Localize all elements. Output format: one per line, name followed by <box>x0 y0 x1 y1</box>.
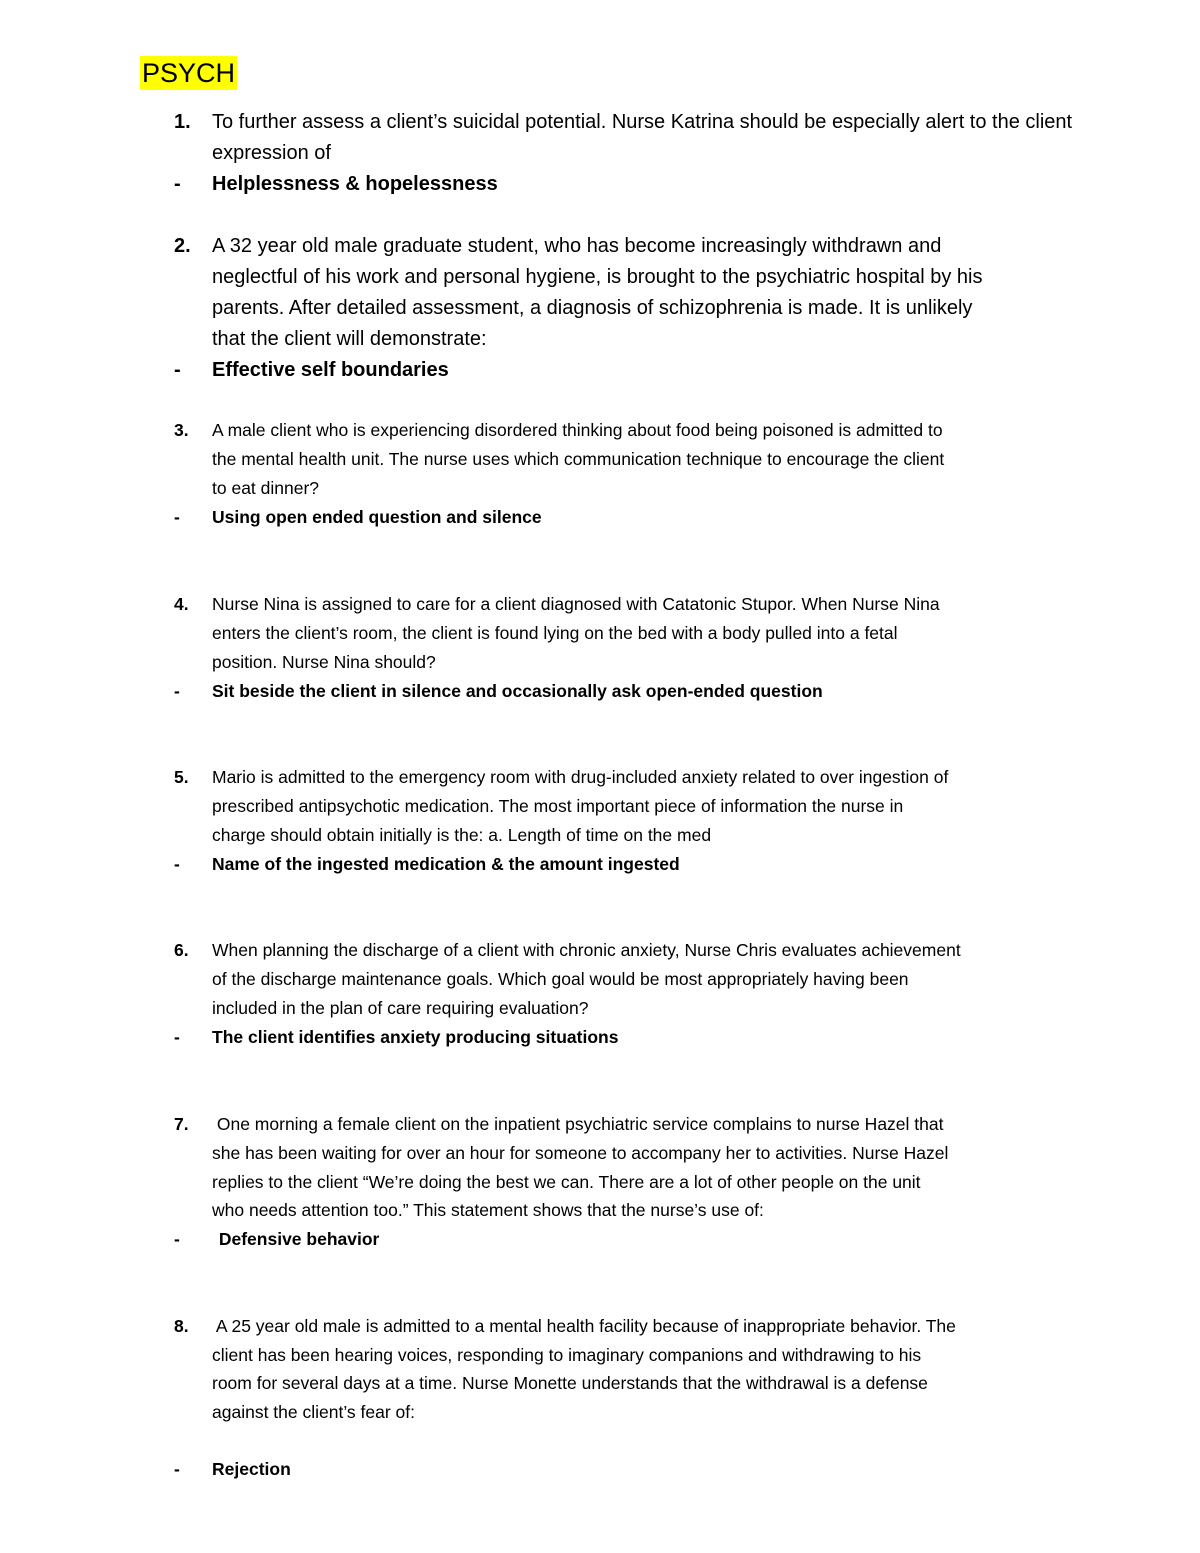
answer-text: Sit beside the client in silence and occasionally ask open-ended question <box>212 681 823 701</box>
question-number: 3. <box>174 420 189 440</box>
answer-text: Helplessness & hopelessness <box>212 173 498 195</box>
question-number: 2. <box>174 235 191 257</box>
question-line: enters the client’s room, the client is found lying on the bed with a body pulled into a fetal <box>212 623 898 643</box>
question-line: client has been hearing voices, responding to imaginary companions and withdrawing to his <box>212 1345 922 1365</box>
answer-dash: - <box>174 359 181 381</box>
answer-dash: - <box>174 507 180 527</box>
answer-text: Name of the ingested medication & the amount ingested <box>212 854 680 874</box>
answer-text: The client identifies anxiety producing situations <box>212 1027 619 1047</box>
question-line: that the client will demonstrate: <box>212 328 487 350</box>
answer-text: Effective self boundaries <box>212 359 449 381</box>
question-line: A 25 year old male is admitted to a mental health facility because of inappropriate behavior. The <box>212 1316 956 1336</box>
answer-text: Rejection <box>212 1459 291 1479</box>
question-line: of the discharge maintenance goals. Which goal would be most appropriately having been <box>212 969 909 989</box>
question-line: Nurse Nina is assigned to care for a client diagnosed with Catatonic Stupor. When Nurse Nina <box>212 594 940 614</box>
answer-text: Using open ended question and silence <box>212 507 542 527</box>
question-number: 8. <box>174 1316 189 1336</box>
answer-dash: - <box>174 854 180 874</box>
answer-dash: - <box>174 173 181 195</box>
question-line: she has been waiting for over an hour for someone to accompany her to activities. Nurse Hazel <box>212 1143 949 1163</box>
answer-text: Defensive behavior <box>214 1229 380 1249</box>
question-line: One morning a female client on the inpatient psychiatric service complains to nurse Hazel that <box>212 1114 944 1134</box>
question-line: Mario is admitted to the emergency room with drug-included anxiety related to over ingestion of <box>212 767 949 787</box>
question-number: 5. <box>174 767 189 787</box>
question-line: When planning the discharge of a client with chronic anxiety, Nurse Chris evaluates achievement <box>212 940 961 960</box>
question-line: against the client’s fear of: <box>212 1402 415 1422</box>
answer-dash: - <box>174 681 180 701</box>
question-line: position. Nurse Nina should? <box>212 652 436 672</box>
question-line: included in the plan of care requiring evaluation? <box>212 998 589 1018</box>
question-number: 1. <box>174 111 191 133</box>
question-line: prescribed antipsychotic medication. The most important piece of information the nurse in <box>212 796 904 816</box>
answer-dash: - <box>174 1027 180 1047</box>
question-line: expression of <box>212 142 331 164</box>
question-line: to eat dinner? <box>212 478 320 498</box>
question-number: 6. <box>174 940 189 960</box>
question-line: the mental health unit. The nurse uses which communication technique to encourage the client <box>212 449 945 469</box>
answer-dash: - <box>174 1459 180 1479</box>
question-line: To further assess a client’s suicidal potential. Nurse Katrina should be especially alert to the client <box>212 111 1073 133</box>
question-line: A male client who is experiencing disordered thinking about food being poisoned is admitted to <box>212 420 943 440</box>
question-line: parents. After detailed assessment, a diagnosis of schizophrenia is made. It is unlikely <box>212 297 973 319</box>
question-line: who needs attention too.” This statement shows that the nurse’s use of: <box>212 1200 764 1220</box>
question-line: room for several days at a time. Nurse Monette understands that the withdrawal is a defense <box>212 1373 928 1393</box>
question-line: charge should obtain initially is the: a. Length of time on the med <box>212 825 712 845</box>
question-line: neglectful of his work and personal hygiene, is brought to the psychiatric hospital by his <box>212 266 983 288</box>
document-title: PSYCH <box>142 58 236 88</box>
question-number: 4. <box>174 594 189 614</box>
answer-dash: - <box>174 1229 180 1249</box>
question-line: A 32 year old male graduate student, who has become increasingly withdrawn and <box>212 235 942 257</box>
question-line: replies to the client “We’re doing the best we can. There are a lot of other people on the unit <box>212 1172 921 1192</box>
question-number: 7. <box>174 1114 189 1134</box>
